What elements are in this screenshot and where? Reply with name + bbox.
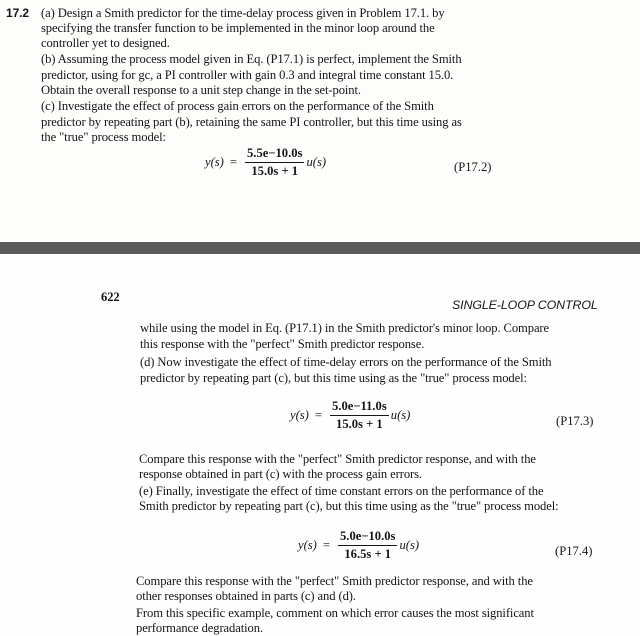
page-divider [0,242,640,254]
text-line: performance degradation. [136,621,263,635]
denominator: 15.0s + 1 [336,417,383,431]
text-line: From this specific example, comment on which error causes the most significant [136,606,534,620]
text-line: the "true" process model: [41,130,166,144]
text-line: controller yet to designed. [41,36,170,50]
equation-lhs: y(s) [290,408,309,422]
equation-p17-4 [298,529,419,562]
equation-lhs: y(s) [205,155,224,169]
fraction [330,399,389,432]
equation-rhs: u(s) [306,155,327,169]
text-line: predictor by repeating part (c), but this time using as the "true" process model: [140,371,527,385]
denominator: 16.5s + 1 [344,547,392,561]
equation-number: (P17.3) [556,414,594,428]
equals-sign: = [322,538,330,552]
numerator: 5.0e−11.0s [330,399,389,416]
text-line: (b) Assuming the process model given in Eq. (P17.1) is perfect, implement the Smith [41,52,462,66]
text-line: predictor, using for gс, a PI controller with gain 0.3 and integral time constant 15.0. [41,68,454,82]
running-head: SINGLE-LOOP CONTROL [452,298,598,312]
numerator: 5.5e−10.0s [245,146,304,163]
equation-rhs: u(s) [399,538,420,552]
equation-p17-2 [205,146,326,179]
fraction [245,146,304,179]
equation-p17-3 [290,399,410,432]
equals-sign: = [314,408,322,422]
fraction [338,529,397,562]
text-line: Smith predictor by repeating part (c), but this time using as the "true" process model: [139,499,559,513]
text-line: (a) Design a Smith predictor for the time-delay process given in Problem 17.1. by [41,6,445,20]
equals-sign: = [229,155,237,169]
text-line: (c) Investigate the effect of process gain errors on the performance of the Smith [41,99,434,113]
text-line: Compare this response with the "perfect" Smith predictor response, and with the [139,452,536,466]
text-line: Compare this response with the "perfect" Smith predictor response, and with the [136,574,533,588]
problem-number: 17.2 [6,6,29,20]
text-line: Obtain the overall response to a unit step change in the set-point. [41,83,361,97]
text-line: (d) Now investigate the effect of time-delay errors on the performance of the Smith [140,355,552,369]
text-line: other responses obtained in parts (c) and (d). [136,589,356,603]
text-line: specifying the transfer function to be implemented in the minor loop around the [41,21,435,35]
text-line: while using the model in Eq. (P17.1) in the Smith predictor's minor loop. Compare [140,321,550,335]
numerator: 5.0e−10.0s [338,529,397,546]
text-line: (e) Finally, investigate the effect of time constant errors on the performance of the [139,484,544,498]
upper-page [0,0,640,242]
lower-page [0,254,640,636]
text-line: response obtained in part (c) with the process gain errors. [139,467,422,481]
text-line: predictor by repeating part (b), retaining the same PI controller, but this time using as [41,115,462,129]
text-line: this response with the "perfect" Smith predictor response. [140,337,425,351]
equation-number: (P17.4) [555,544,593,558]
page-number: 622 [101,290,120,304]
equation-rhs: u(s) [390,408,411,422]
equation-lhs: y(s) [298,538,317,552]
denominator: 15.0s + 1 [251,164,299,178]
equation-number: (P17.2) [454,160,492,174]
